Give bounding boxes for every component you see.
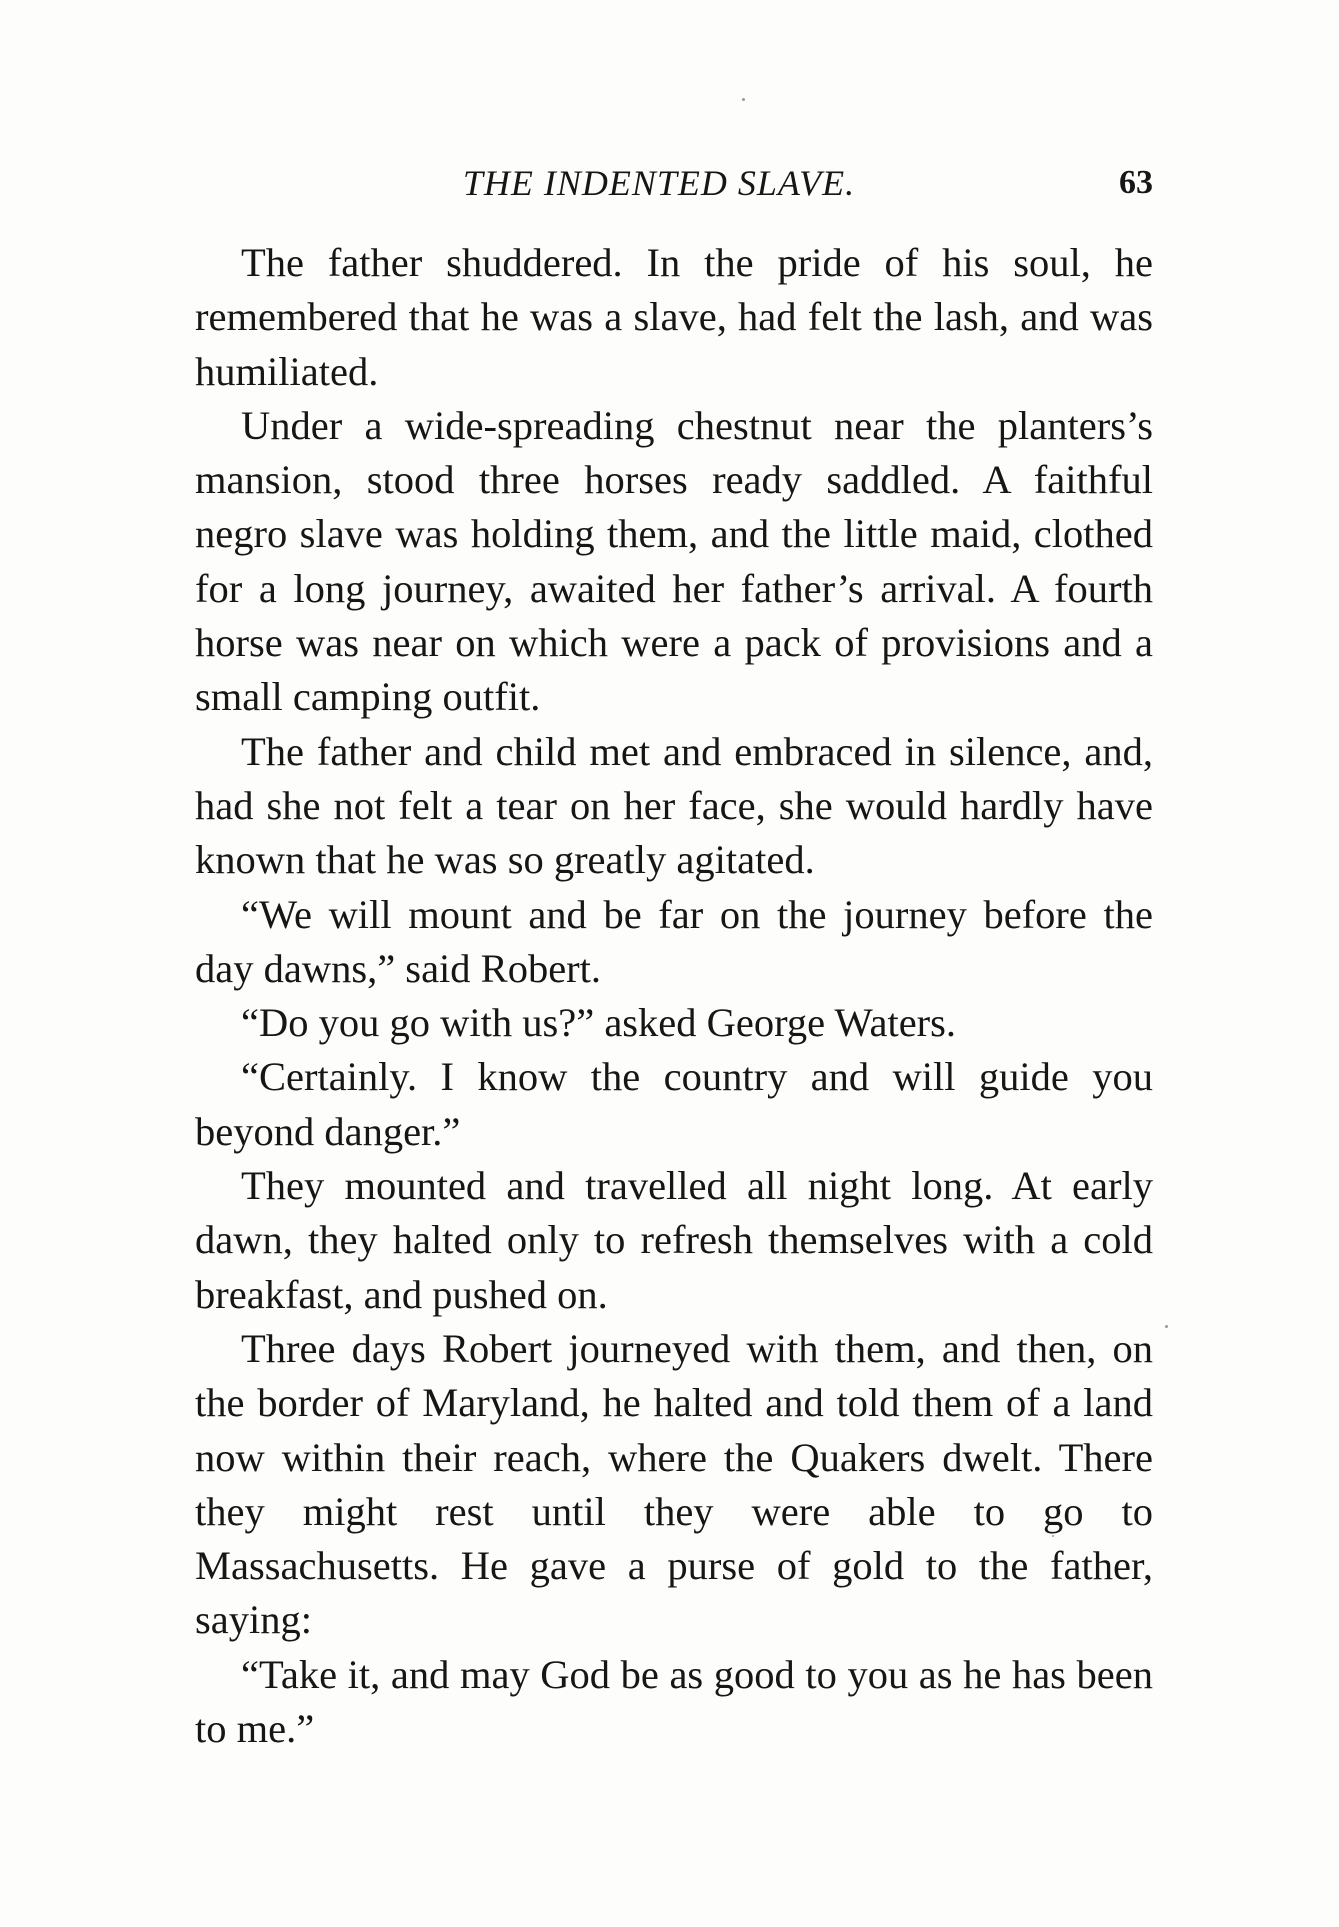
- paper-speck: [1052, 1535, 1054, 1537]
- paragraph-1: The father shuddered. In the pride of his soul, he remembered that he was a slave, had felt the lash, and was humiliated.: [195, 240, 1153, 394]
- paragraph-5: “Do you go with us?” asked George Waters.: [241, 1000, 957, 1046]
- paragraph-4: “We will mount and be far on the journey before the day dawns,” said Robert.: [195, 891, 1153, 991]
- paragraph-7: They mounted and travelled all night long. At early dawn, they halted only to refresh themselves with a cold breakfast, and pushed on.: [195, 1163, 1153, 1317]
- paragraph-8: Three days Robert journeyed with them, and then, on the border of Maryland, he halted and told them of a land now within their reach, where the Quakers dwelt. There they might rest until they were able to go to Massachusetts. He gave a purse of gold to the father, saying:: [195, 1325, 1153, 1643]
- paragraph-2: Under a wide-spreading chestnut near the planters’s mansion, stood three horses ready saddled. A faithful negro slave was holding them, and the little maid, clothed for a long journey, awaited her father’s arrival. A fourth horse was near on which were a pack of provisions and a small camping outfit.: [195, 402, 1153, 720]
- paper-speck: [1165, 1325, 1168, 1328]
- page-header: [195, 158, 1153, 208]
- page-number: 63: [1119, 164, 1153, 201]
- paragraph-9: “Take it, and may God be as good to you as he has been to me.”: [195, 1651, 1153, 1752]
- paragraph-6: “Certainly. I know the country and will guide you beyond danger.”: [195, 1054, 1153, 1154]
- paragraph-3: The father and child met and embraced in silence, and, had she not felt a tear on her face, she would hardly have known that he was so greatly agitated.: [195, 728, 1153, 883]
- body-text: [195, 236, 1153, 1756]
- running-title: THE INDENTED SLAVE.: [462, 163, 856, 203]
- paper-speck: [742, 98, 745, 101]
